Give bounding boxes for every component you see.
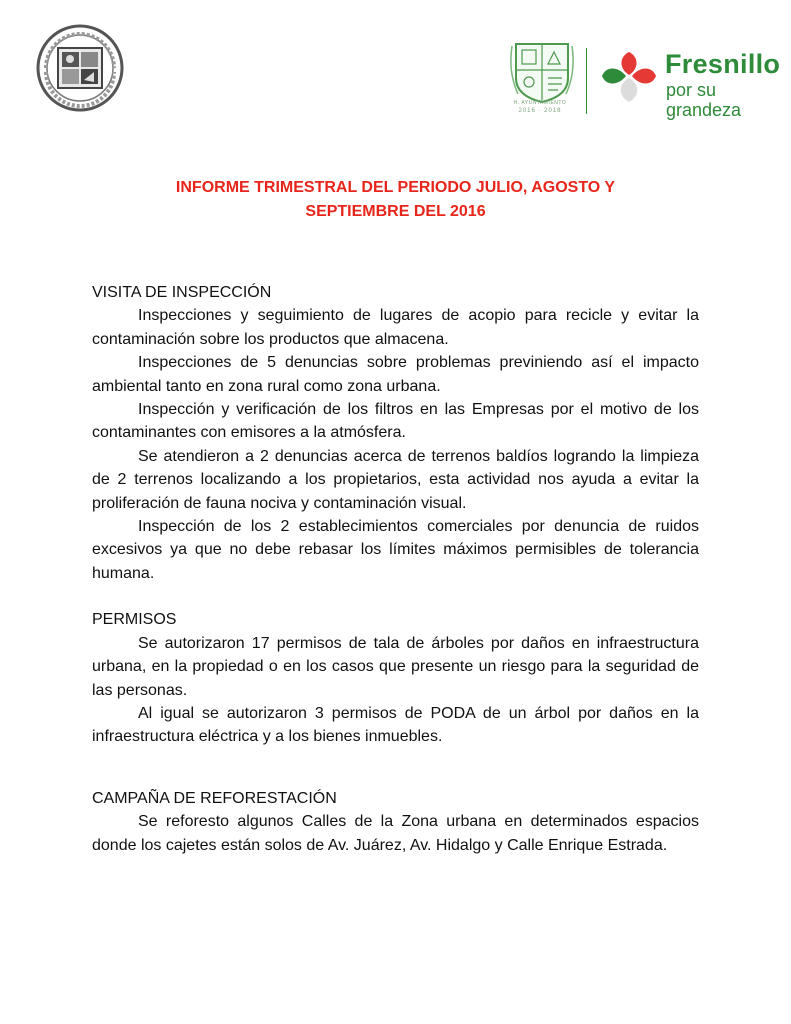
paragraph: Inspección y verificación de los filtros en las Empresas por el motivo de los contaminantes con emisores a la atmósfera. — [92, 401, 699, 442]
fresnillo-brand-mark-icon — [598, 48, 660, 104]
paragraph: Al igual se autorizaron 3 permisos de PODA de un árbol por daños en la infraestructura eléctrica y a los bienes inmuebles. — [92, 704, 699, 746]
section-visita-inspeccion — [92, 281, 699, 585]
letterhead — [0, 0, 791, 140]
paragraph: Se atendieron a 2 denuncias acerca de terrenos baldíos logrando la limpieza de 2 terrenos localizando a los propietarios, esta actividad nos ayuda a evitar la proliferación de fauna nociva y contaminación visual. — [92, 447, 699, 512]
section-spacer — [92, 585, 699, 608]
report-title — [120, 176, 671, 224]
brand-tagline: por su grandeza — [666, 80, 742, 120]
section-heading: PERMISOS — [92, 611, 177, 629]
logo-divider — [586, 48, 587, 114]
paragraph: Inspecciones de 5 denuncias sobre problemas previniendo así el impacto ambiental tanto en zona rural como zona urbana. — [92, 354, 699, 395]
brand-name: Fresnillo — [665, 49, 781, 79]
paragraph: Se reforesto algunos Calles de la Zona urbana en determinados espacios donde los cajetes están solos de Av. Juárez, Av. Hidalgo y Calle Enrique Estrada. — [92, 813, 699, 854]
paragraph: Inspección de los 2 establecimientos comerciales por denuncia de ruidos excesivos ya que no debe rebasar los límites máximos permisibles de tolerancia humana. — [92, 518, 699, 582]
section-permisos — [92, 608, 699, 748]
ayuntamiento-label: H. AYUNTAMIENTO — [513, 100, 567, 106]
report-title-line-1: INFORME TRIMESTRAL DEL PERIODO JULIO, AGOSTO Y — [175, 179, 616, 196]
section-heading: VISITA DE INSPECCIÓN — [92, 284, 272, 301]
section-campana-reforestacion — [92, 787, 699, 857]
report-body — [92, 281, 699, 857]
paragraph: Se autorizaron 17 permisos de tala de árboles por daños en infraestructura urbana, en la propiedad o en los casos que presente un riesgo para la seguridad de las personas. — [92, 634, 699, 699]
paragraph: Inspecciones y seguimiento de lugares de acopio para recicle y evitar la contaminación sobre los productos que almacena. — [92, 307, 699, 348]
section-heading: CAMPAÑA DE REFORESTACIÓN — [92, 789, 337, 807]
section-spacer — [92, 749, 699, 787]
ayuntamiento-years: 2016 · 2018 — [518, 108, 562, 114]
report-title-line-2: SEPTIEMBRE DEL 2016 — [305, 203, 486, 220]
university-seal-icon — [36, 22, 124, 114]
